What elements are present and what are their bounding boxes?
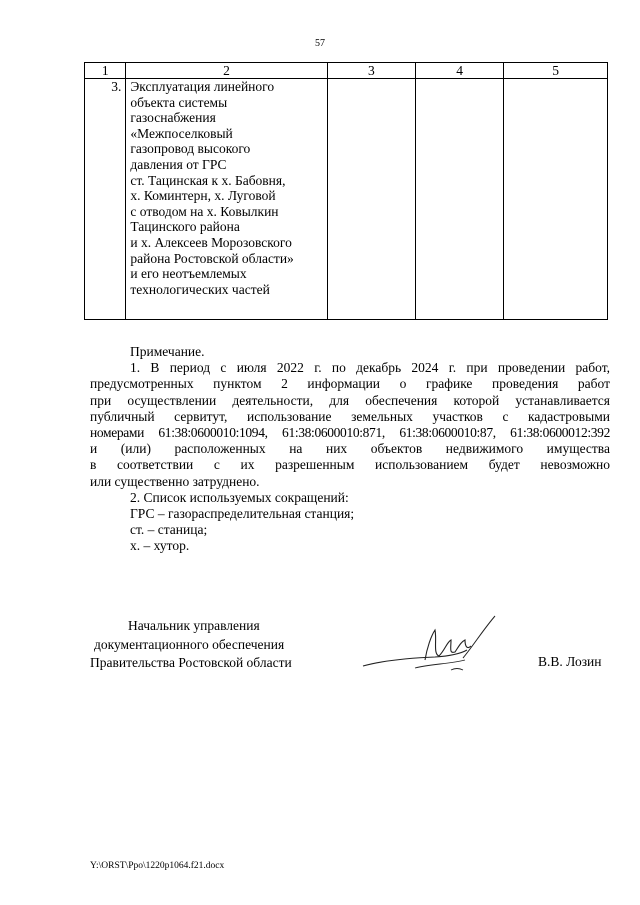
description-line: «Межпоселковый [130, 125, 233, 141]
description-line: и х. Алексеев Морозовского [130, 234, 292, 250]
column-header-4: 4 [415, 63, 503, 79]
description-line: ст. Тацинская к х. Бабовня, [130, 172, 286, 188]
note-2: 2. Список используемых сокращений: [130, 489, 349, 505]
page-number: 57 [315, 38, 325, 49]
table-header-row [85, 63, 608, 79]
row-cell-5 [504, 79, 608, 320]
note-1-line: в соответствии с их разрешенным использованием будет невозможно [90, 457, 610, 473]
description-line: технологических частей [130, 281, 270, 297]
description-line: газопровод высокого [130, 141, 251, 157]
description-line: газоснабжения [130, 110, 216, 126]
row-cell-3 [327, 79, 415, 320]
handwritten-signature [355, 610, 505, 680]
description-line: и его неотъемлемых [130, 266, 247, 282]
note-1-line: публичный сервитут, использование земельных участков с кадастровыми [90, 408, 610, 424]
description-line: х. Коминтерн, х. Луговой [130, 188, 276, 204]
signer-name: В.В. Лозин [538, 654, 602, 669]
signatory-title [90, 617, 610, 673]
row-cell-4 [415, 79, 503, 320]
description-line: давления от ГРС [130, 156, 227, 172]
description-line: объекта системы [130, 94, 228, 110]
note-1-line: при осуществлении деятельности, для обеспечения которой устанавливается [90, 392, 610, 408]
note-1-line: предусмотренных пунктом 2 информации о графике проведения работ [90, 376, 610, 392]
description-line: района Ростовской области» [130, 250, 294, 266]
column-header-1: 1 [85, 63, 126, 79]
column-header-3: 3 [327, 63, 415, 79]
notes-heading: Примечание. [130, 344, 205, 359]
description-line: Тацинского района [130, 219, 240, 235]
description-line: с отводом на х. Ковылкин [130, 203, 279, 219]
abbreviation-item: ст. – станица; [130, 522, 208, 538]
note-1-line: или существенно затруднено. [90, 473, 260, 489]
row-number-cell: 3. [85, 79, 126, 320]
row-description-cell [126, 79, 327, 320]
note-1-line: 1. В период с июля 2022 г. по декабрь 2024 г. при проведении работ, [130, 360, 610, 376]
note-1-line: и (или) расположенных на них объектов недвижимого имущества [90, 441, 610, 457]
note-1-line: номерами 61:38:0600010:1094, 61:38:0600010:871, 61:38:0600010:87, 61:38:0600012:392 [90, 425, 610, 441]
notes-section [90, 344, 610, 555]
abbreviation-item: х. – хутор. [130, 538, 190, 554]
abbreviation-item: ГРС – газораспределительная станция; [130, 506, 355, 522]
data-table [84, 62, 608, 320]
signatory-title-line: документационного обеспечения [94, 636, 285, 652]
signatory-title-line: Начальник управления [128, 618, 260, 633]
column-header-5: 5 [504, 63, 608, 79]
signatory-title-line: Правительства Ростовской области [90, 655, 292, 670]
description-line: Эксплуатация линейного [130, 79, 275, 94]
column-header-2: 2 [126, 63, 327, 79]
file-path-footer: Y:\ORST\Ppo\1220p1064.f21.docx [90, 861, 225, 871]
table-row [85, 79, 608, 320]
